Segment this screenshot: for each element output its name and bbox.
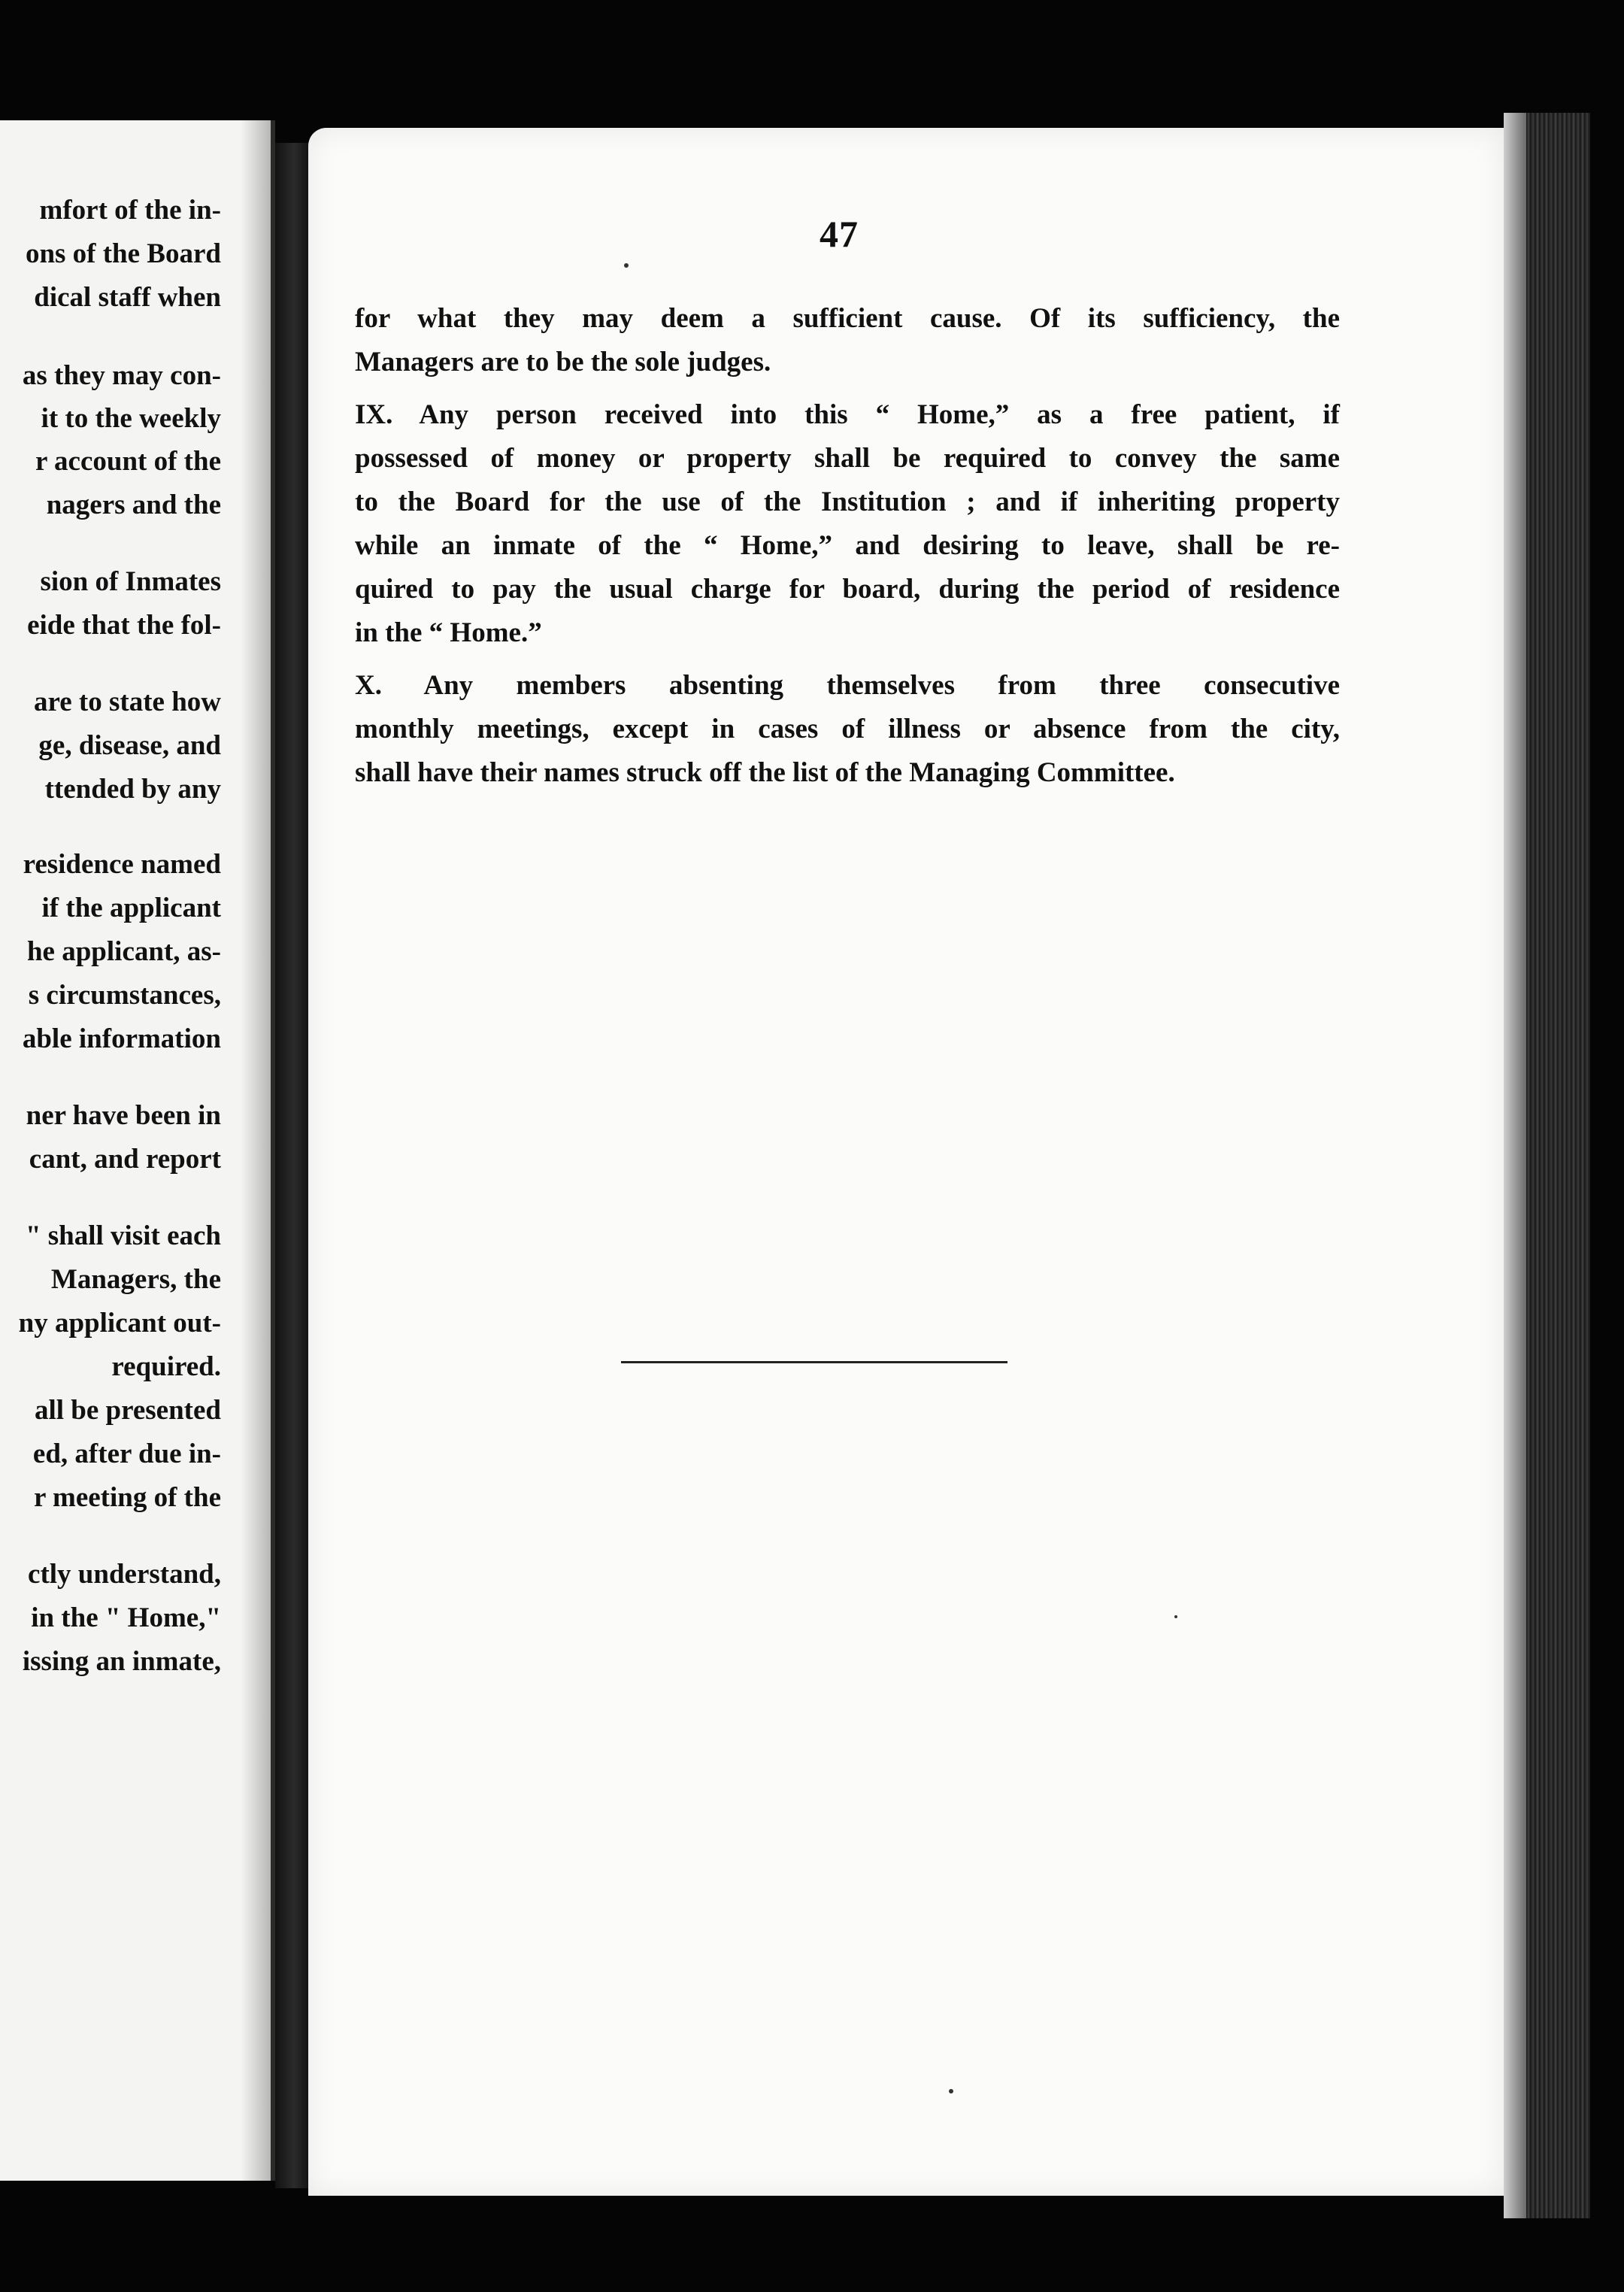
- facing-page-line: residence named: [23, 849, 221, 880]
- facing-page-line: he applicant, as-: [26, 936, 221, 967]
- text-line: while an inmate of the “ Home,” and desiring to leave, shall be re-: [355, 530, 1340, 561]
- page-body-text: [355, 297, 1340, 804]
- facing-page-line: issing an inmate,: [22, 1646, 221, 1677]
- page-number: 47: [820, 213, 859, 255]
- facing-page-line: ny applicant out-: [18, 1308, 221, 1339]
- text-line: IX. Any person received into this “ Home,” as a free patient, if: [355, 399, 1340, 430]
- print-speck: [949, 2089, 953, 2093]
- book-binding: [275, 143, 313, 2188]
- facing-page-line: ge, disease, and: [38, 730, 221, 761]
- text-line: shall have their names struck off the list of the Managing Committee.: [355, 757, 1175, 788]
- facing-page-line: cant, and report: [29, 1144, 221, 1175]
- text-line: Managers are to be the sole judges.: [355, 347, 771, 377]
- print-speck: [624, 263, 629, 268]
- facing-page-line: s circumstances,: [28, 980, 221, 1011]
- text-line: for what they may deem a sufficient cause. Of its sufficiency, the: [355, 303, 1340, 334]
- paragraph: [355, 297, 1340, 384]
- text-line: possessed of money or property shall be required to convey the same: [355, 443, 1340, 474]
- facing-page-line: " shall visit each: [25, 1220, 221, 1251]
- facing-page-line: ed, after due in-: [32, 1439, 221, 1469]
- facing-page-line: able information: [22, 1023, 221, 1054]
- facing-page-line: Managers, the: [50, 1264, 221, 1295]
- facing-page-line: ons of the Board: [25, 238, 221, 269]
- facing-page-line: dical staff when: [34, 282, 221, 313]
- section-rule: [621, 1361, 1007, 1363]
- facing-page-line: all be presented: [34, 1395, 221, 1426]
- facing-page-line: as they may con-: [22, 360, 221, 391]
- facing-page-line: required.: [111, 1351, 221, 1382]
- facing-page-line: r account of the: [35, 446, 221, 477]
- paragraph: [355, 664, 1340, 795]
- facing-page-line: nagers and the: [46, 490, 221, 520]
- text-line: to the Board for the use of the Institution ; and if inheriting property: [355, 487, 1340, 517]
- text-line: monthly meetings, except in cases of illness or absence from the city,: [355, 714, 1340, 744]
- facing-page-line: ner have been in: [26, 1100, 221, 1131]
- facing-page-line: sion of Inmates: [40, 566, 221, 597]
- facing-page-line: are to state how: [33, 687, 221, 717]
- facing-page-line: ttended by any: [44, 774, 221, 805]
- print-speck: [1174, 1615, 1177, 1618]
- facing-page-line: it to the weekly: [41, 403, 221, 434]
- book-page-edges: [1504, 113, 1590, 2218]
- text-line: quired to pay the usual charge for board, during the period of residence: [355, 574, 1340, 605]
- paragraph: [355, 393, 1340, 655]
- facing-page-line: mfort of the in-: [39, 195, 221, 226]
- facing-page-line: ctly understand,: [28, 1559, 221, 1590]
- facing-page-line: r meeting of the: [34, 1482, 221, 1513]
- facing-page-line: in the " Home,": [31, 1602, 221, 1633]
- facing-page-left: [0, 120, 275, 2181]
- page-edge-highlight: [1504, 113, 1526, 2218]
- facing-page-line: eide that the fol-: [27, 610, 221, 641]
- text-line: in the “ Home.”: [355, 617, 542, 648]
- facing-page-line: if the applicant: [41, 893, 221, 923]
- gutter-shadow: [241, 120, 271, 2181]
- text-line: X. Any members absenting themselves from three consecutive: [355, 670, 1340, 701]
